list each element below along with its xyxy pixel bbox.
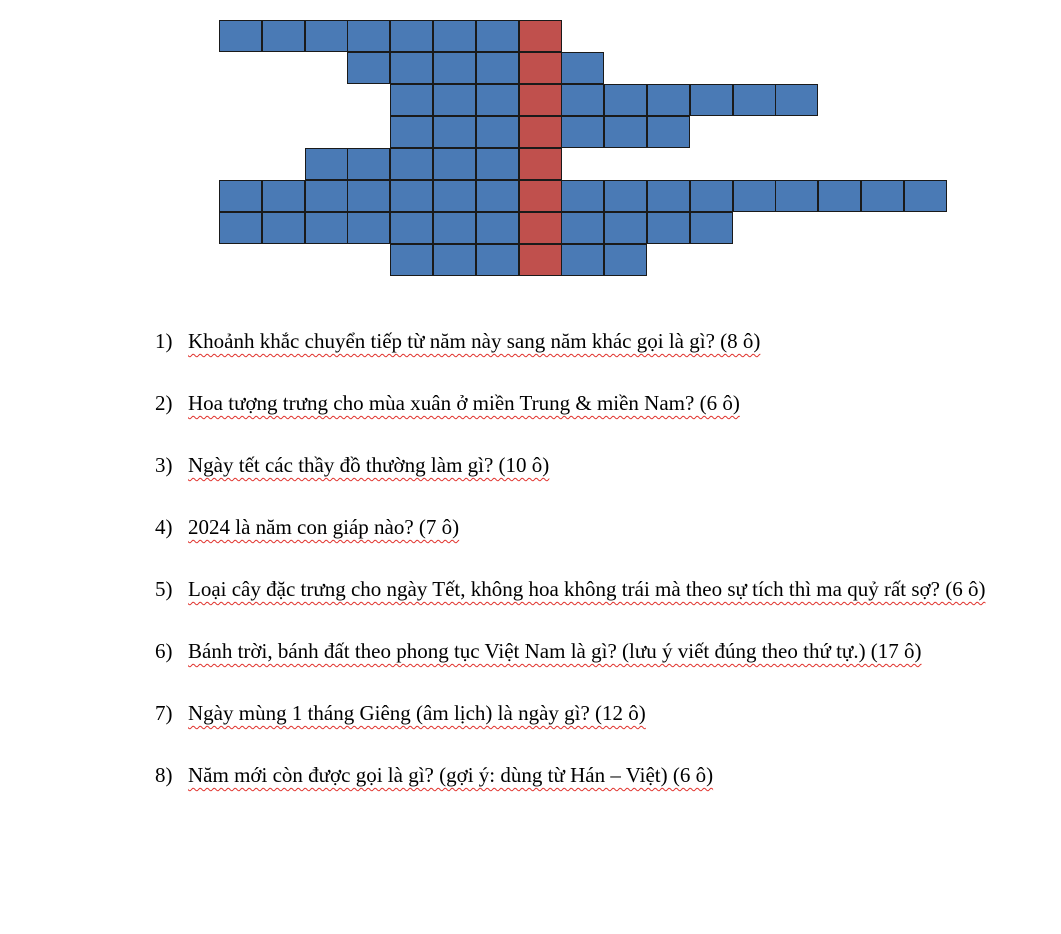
crossword-cell <box>219 180 262 212</box>
crossword-cell <box>476 116 519 148</box>
clue-number: 3) <box>155 453 173 477</box>
crossword-cell <box>433 84 476 116</box>
clue-number: 2) <box>155 391 173 415</box>
crossword-cell <box>390 116 433 148</box>
clue-item-4 <box>155 496 1035 558</box>
crossword-cell <box>390 180 433 212</box>
clue-number: 1) <box>155 329 173 353</box>
crossword-cell <box>305 212 348 244</box>
crossword-cell <box>690 180 733 212</box>
crossword-cell <box>476 52 519 84</box>
crossword-cell <box>390 84 433 116</box>
crossword-cell <box>561 52 604 84</box>
crossword-cell <box>690 212 733 244</box>
crossword-cell <box>347 20 390 52</box>
clue-item-2 <box>155 372 1035 434</box>
crossword-cell <box>561 212 604 244</box>
clue-text: Khoảnh khắc chuyển tiếp từ năm này sang năm khác gọi là gì? (8 ô) <box>188 329 761 353</box>
crossword-cell <box>390 20 433 52</box>
clue-text: Năm mới còn được gọi là gì? (gợi ý: dùng từ Hán – Việt) (6 ô) <box>188 763 714 787</box>
crossword-cell <box>433 212 476 244</box>
crossword-cell <box>476 180 519 212</box>
crossword-cell <box>561 180 604 212</box>
crossword-cell <box>390 212 433 244</box>
crossword-cell <box>647 212 690 244</box>
crossword-cell <box>519 52 562 84</box>
crossword-cell <box>604 84 647 116</box>
crossword-grid <box>0 0 1061 290</box>
crossword-cell <box>647 116 690 148</box>
crossword-cell <box>519 116 562 148</box>
clue-text: 2024 là năm con giáp nào? (7 ô) <box>188 515 460 539</box>
crossword-cell <box>433 148 476 180</box>
clue-number: 4) <box>155 515 173 539</box>
crossword-cell <box>305 148 348 180</box>
crossword-cell <box>647 84 690 116</box>
crossword-cell <box>561 244 604 276</box>
crossword-cell <box>262 212 305 244</box>
clue-number: 5) <box>155 577 173 601</box>
clue-text: Ngày mùng 1 tháng Giêng (âm lịch) là ngày gì? (12 ô) <box>188 701 646 725</box>
crossword-cell <box>347 180 390 212</box>
crossword-cell <box>519 212 562 244</box>
crossword-cell <box>519 180 562 212</box>
clue-number: 6) <box>155 639 173 663</box>
crossword-cell <box>561 116 604 148</box>
crossword-cell <box>476 84 519 116</box>
crossword-cell <box>305 180 348 212</box>
clue-text: Bánh trời, bánh đất theo phong tục Việt Nam là gì? (lưu ý viết đúng theo thứ tự.) (17 ô) <box>188 639 922 663</box>
crossword-cell <box>647 180 690 212</box>
crossword-cell <box>519 20 562 52</box>
crossword-cell <box>219 20 262 52</box>
crossword-cell <box>305 20 348 52</box>
crossword-cell <box>476 212 519 244</box>
clue-item-3 <box>155 434 1035 496</box>
crossword-cell <box>433 20 476 52</box>
crossword-cell <box>733 84 776 116</box>
clue-item-6 <box>155 620 1035 682</box>
crossword-cell <box>476 148 519 180</box>
crossword-cell <box>604 244 647 276</box>
clue-text: Ngày tết các thầy đồ thường làm gì? (10 ô) <box>188 453 550 477</box>
crossword-cell <box>347 148 390 180</box>
clue-number: 7) <box>155 701 173 725</box>
crossword-cell <box>476 20 519 52</box>
crossword-cell <box>219 212 262 244</box>
clue-item-1 <box>155 310 1035 372</box>
crossword-cell <box>433 116 476 148</box>
crossword-cell <box>690 84 733 116</box>
crossword-cell <box>519 244 562 276</box>
crossword-cell <box>476 244 519 276</box>
crossword-cell <box>904 180 947 212</box>
clue-text: Hoa tượng trưng cho mùa xuân ở miền Trung & miền Nam? (6 ô) <box>188 391 740 415</box>
crossword-cell <box>604 212 647 244</box>
crossword-cell <box>519 84 562 116</box>
crossword-cell <box>390 244 433 276</box>
crossword-cell <box>262 20 305 52</box>
crossword-cell <box>733 180 776 212</box>
crossword-cell <box>433 244 476 276</box>
clue-item-5 <box>155 558 1035 620</box>
crossword-cell <box>775 180 818 212</box>
clue-item-8 <box>155 744 1035 806</box>
crossword-cell <box>390 52 433 84</box>
crossword-cell <box>861 180 904 212</box>
crossword-cell <box>262 180 305 212</box>
crossword-cell <box>775 84 818 116</box>
clue-number: 8) <box>155 763 173 787</box>
crossword-cell <box>433 52 476 84</box>
crossword-cell <box>818 180 861 212</box>
crossword-cell <box>604 116 647 148</box>
clue-list <box>155 310 1035 806</box>
crossword-cell <box>604 180 647 212</box>
crossword-cell <box>347 212 390 244</box>
clue-text: Loại cây đặc trưng cho ngày Tết, không hoa không trái mà theo sự tích thì ma quỷ rất sợ? (6 ô) <box>188 577 986 601</box>
crossword-cell <box>519 148 562 180</box>
crossword-cell <box>433 180 476 212</box>
crossword-cell <box>347 52 390 84</box>
clue-item-7 <box>155 682 1035 744</box>
crossword-cell <box>561 84 604 116</box>
crossword-cell <box>390 148 433 180</box>
